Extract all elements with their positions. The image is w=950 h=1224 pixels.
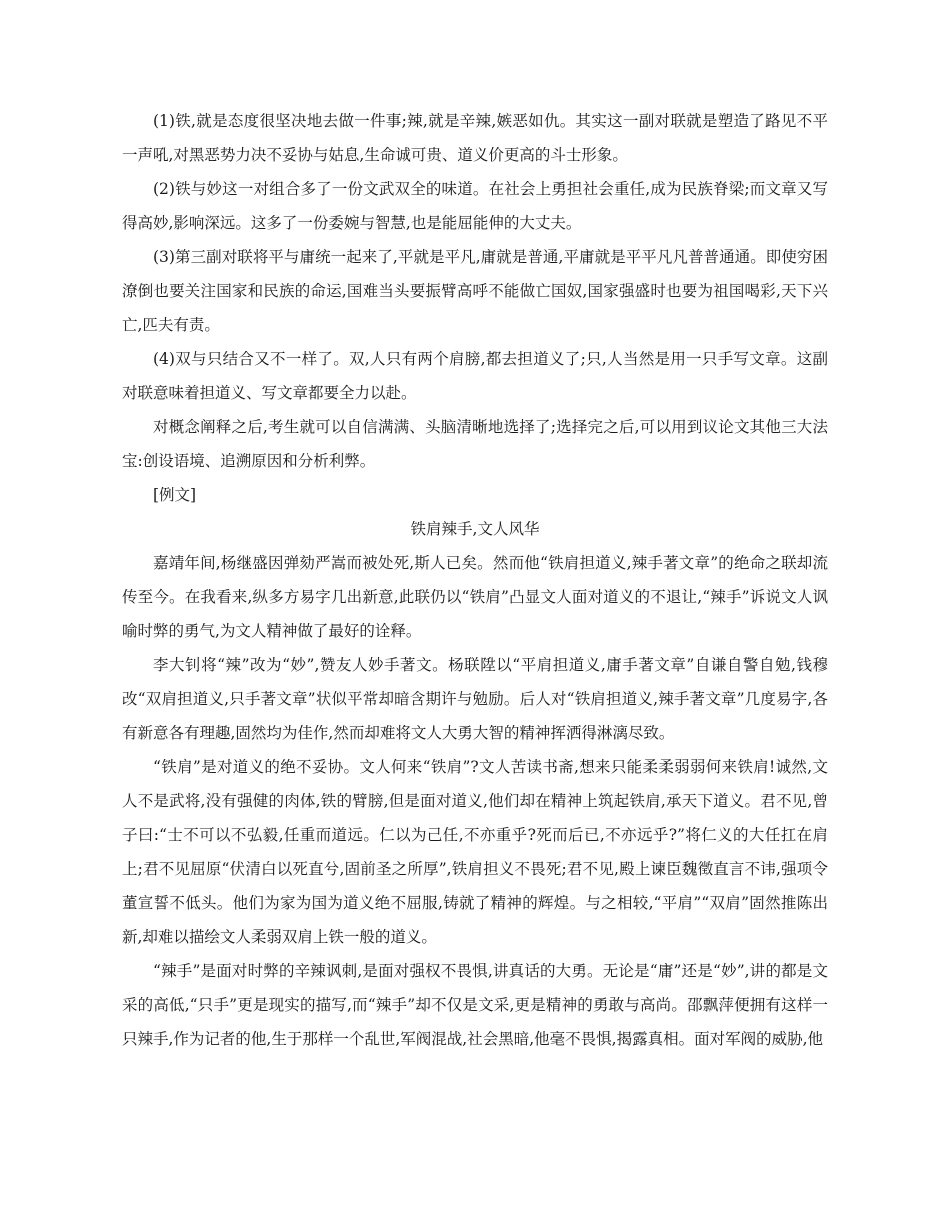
essay-title: 铁肩辣手,文人风华 (410, 520, 540, 538)
essay-paragraph-1: 嘉靖年间,杨继盛因弹劾严嵩而被处死,斯人已矣。然而他“铁肩担道义,辣手著文章”的绝命之联却流传至今。在我看来,纵多方易字几出新意,此联仍以“铁肩”凸显文人面对道义的不退让,“辣手”诉说文人讽喻时弊的勇气,为文人精神做了最好的诠释。 (122, 554, 828, 640)
essay-paragraph-4: “辣手”是面对时弊的辛辣讽刺,是面对强权不畏惧,讲真话的大勇。无论是“庸”还是“妙”,讲的都是文采的高低,“只手”更是现实的描写,而“辣手”却不仅是文采,更是精神的勇敢与高尚。邵飘萍便拥有这样一只辣手,作为记者的他,生于那样一个乱世,军阀混战,社会黑暗,他毫不畏惧,揭露真相。面对军阀的威胁,他 (122, 962, 828, 1048)
essay-paragraph-2: 李大钊将“辣”改为“妙”,赞友人妙手著文。杨联陞以“平肩担道义,庸手著文章”自谦自警自勉,钱穆改“双肩担道义,只手著文章”状似平常却暗含期许与勉励。后人对“铁肩担道义,辣手著文章”几度易字,各有新意各有理趣,固然均为佳作,然而却难将文人大勇大智的精神挥洒得淋漓尽致。 (122, 656, 828, 742)
example-tag: [例文] (153, 486, 197, 504)
document-body (122, 104, 828, 1056)
intro-paragraph-3: (3)第三副对联将平与庸统一起来了,平就是平凡,庸就是普通,平庸就是平平凡凡普普通通。即使穷困潦倒也要关注国家和民族的命运,国难当头要振臂高呼不能做亡国奴,国家强盛时也要为祖国喝彩,天下兴亡,匹夫有责。 (122, 248, 828, 334)
intro-paragraph-5: 对概念阐释之后,考生就可以自信满满、头脑清晰地选择了;选择完之后,可以用到议论文其他三大法宝:创设语境、追溯原因和分析利弊。 (122, 418, 828, 470)
intro-paragraph-2: (2)铁与妙这一对组合多了一份文武双全的味道。在社会上勇担社会重任,成为民族脊梁;而文章又写得高妙,影响深远。这多了一份委婉与智慧,也是能屈能伸的大丈夫。 (122, 180, 828, 232)
intro-paragraph-1: (1)铁,就是态度很坚决地去做一件事;辣,就是辛辣,嫉恶如仇。其实这一副对联就是塑造了路见不平一声吼,对黑恶势力决不妥协与姑息,生命诚可贵、道义价更高的斗士形象。 (122, 112, 828, 164)
essay-paragraph-3: “铁肩”是对道义的绝不妥协。文人何来“铁肩”?文人苦读书斋,想来只能柔柔弱弱何来铁肩!诚然,文人不是武将,没有强健的肉体,铁的臂膀,但是面对道义,他们却在精神上筑起铁肩,承天下道义。君不见,曾子曰:“士不可以不弘毅,任重而道远。仁以为己任,不亦重乎?死而后已,不亦远乎?”将仁义的大任扛在肩上;君不见屈原“伏清白以死直兮,固前圣之所厚”,铁肩担义不畏死;君不见,殿上谏臣魏徵直言不讳,强项令董宣誓不低头。他们为家为国为道义绝不屈服,铸就了精神的辉煌。与之相较,“平肩”“双肩”固然推陈出新,却难以描绘文人柔弱双肩上铁一般的道义。 (122, 758, 828, 946)
intro-paragraph-4: (4)双与只结合又不一样了。双,人只有两个肩膀,都去担道义了;只,人当然是用一只手写文章。这副对联意味着担道义、写文章都要全力以赴。 (122, 350, 828, 402)
